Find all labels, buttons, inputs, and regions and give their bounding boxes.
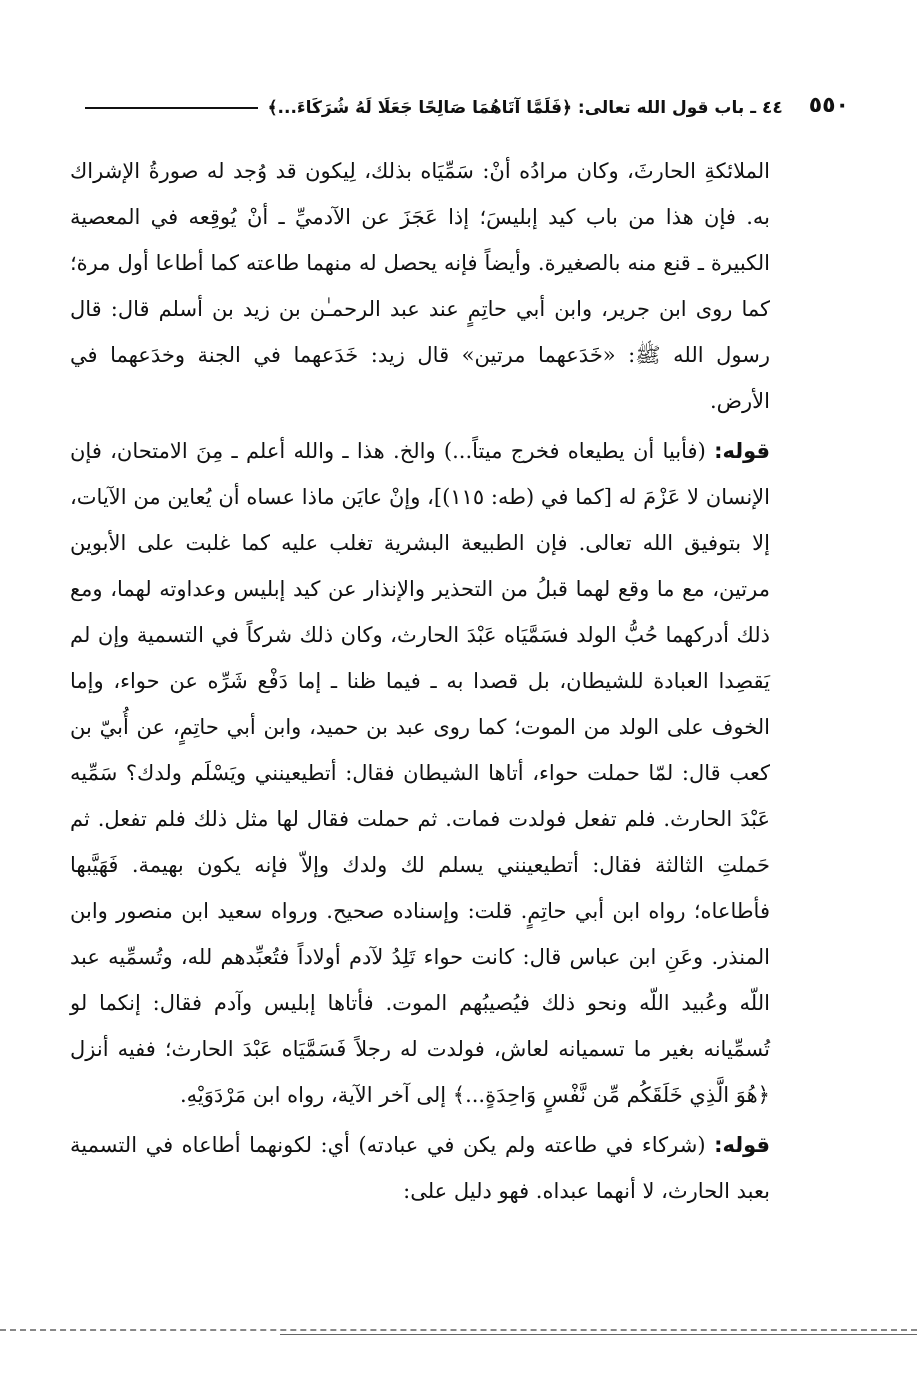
running-title: ٤٤ ـ باب قول الله تعالى: ﴿فَلَمَّا آتَاهُمَا صَالِحًا جَعَلَا لَهُ شُرَكَاءَ...﴾ (267, 98, 783, 118)
footer-solid-rule (280, 1334, 917, 1335)
paragraph-2-lead: قوله: (714, 439, 770, 463)
header-rule (85, 107, 258, 109)
page-header (85, 82, 849, 118)
paragraph-3 (70, 1122, 770, 1214)
paragraph-3-lead: قوله: (714, 1133, 770, 1157)
page-number: ٥٥٠ (808, 93, 849, 118)
paragraph-3-text: (شركاء في طاعته ولم يكن في عبادته) أي: لكونهما أطاعاه في التسمية بعبد الحارث، لا أنهما عبداه. فهو دليل على: (70, 1133, 770, 1203)
page-body (70, 148, 770, 1214)
paragraph-1-text: الملائكةِ الحارثَ، وكان مرادُه أنْ: سَمِّيَاه بذلك، لِيكون قد وُجد له صورةُ الإشراك به. فإن هذا من باب كيد إبليسَ؛ إذا عَجَزَ عن الآدميِّ ـ أنْ يُوقِعه في المعصية الكبيرة ـ قنع منه بالصغيرة. وأيضاً فإنه يحصل له منهما طاعته كما أطاعا أول مرة؛ كما روى ابن جرير، وابن أبي حاتِمٍ عند عبد الرحمـٰن بن زيد بن أسلم قال: قال رسول الله ﷺ: «خَدَعهما مرتين» قال زيد: خَدَعهما في الجنة وخدَعهما في الأرض. (70, 159, 770, 413)
paragraph-2-text: (فأبيا أن يطيعاه فخرج ميتاً...) والخ. هذا ـ والله أعلم ـ مِنَ الامتحان، فإن الإنسان لا عَزْمَ له [كما في (طه: ١١٥)]، وإنْ عايَن ماذا عساه أن يُعاين من الآيات، إلا بتوفيق الله تعالى. فإن الطبيعة البشرية تغلب عليه كما غلبت على الأبوين مرتين، مع ما وقع لهما قبلُ من التحذير والإنذار عن كيد إبليس وعداوته لهما، ومع ذلك أدركهما حُبُّ الولد فسَمَّيَاه عَبْدَ الحارث، وكان ذلك شركاً في التسمية وإن لم يَقصِدا العبادة للشيطان، بل قصدا به ـ فيما ظنا ـ إما دَفْع شَرِّه عن حواء، وإما الخوف على الولد من الموت؛ كما روى عبد بن حميد، وابن أبي حاتِمٍ، عن أُبيّ بن كعب قال: لمّا حملت حواء، أتاها الشيطان فقال: أتطيعينني ويَسْلَم ولدك؟ سَمِّيه عَبْدَ الحارث. فلم تفعل فولدت فمات. ثم حملت فقال لها مثل ذلك فلم تفعل. ثم حَملتِ الثالثة فقال: أتطيعينني يسلم لك ولدك وإلاّ فإنه يكون بهيمة. فَهَيَّبها فأطاعاه؛ رواه ابن أبي حاتِمٍ. قلت: وإسناده صحيح. ورواه سعيد ابن منصور وابن المنذر. وعَنِ ابن عباس قال: كانت حواء تَلِدُ لآدم أولاداً فتُعبِّدهم لله، وتُسمِّيه عبد اللّه وعُبيد اللّه ونحو ذلك فيُصيبُهم الموت. فأتاها إبليس وآدم فقال: إنكما لو تُسمِّيانه بغير ما تسميانه لعاش، فولدت له رجلاً فَسَمَّيَاه عَبْدَ الحارث؛ ففيه أنزل ﴿هُوَ الَّذِي خَلَقَكُم مِّن نَّفْسٍ وَاحِدَةٍ...﴾ إلى آخر الآية، رواه ابن مَرْدَوَيْهِ. (70, 439, 770, 1107)
paragraph-1 (70, 148, 770, 424)
paragraph-2 (70, 428, 770, 1118)
footer-dashed-rule (0, 1329, 917, 1331)
